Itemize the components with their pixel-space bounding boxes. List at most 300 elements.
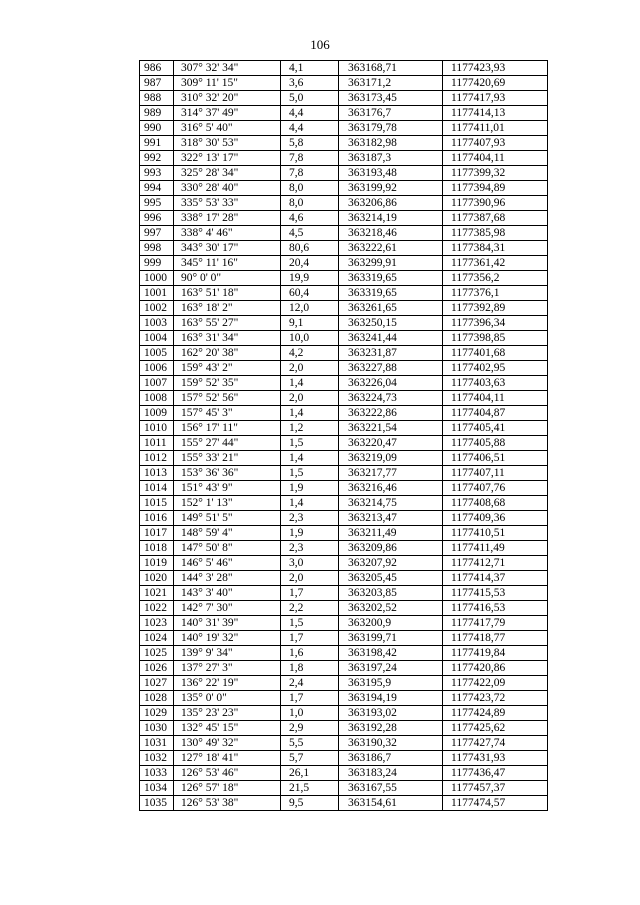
table-row [140, 571, 548, 586]
x-coordinate-cell: 363220,47 [339, 436, 443, 451]
bearing-cell: 330° 28' 40" [174, 181, 281, 196]
y-coordinate-cell: 1177407,11 [443, 466, 548, 481]
y-coordinate-cell: 1177411,49 [443, 541, 548, 556]
bearing-cell: 136° 22' 19" [174, 676, 281, 691]
y-coordinate-cell: 1177422,09 [443, 676, 548, 691]
distance-cell: 1,9 [281, 481, 339, 496]
x-coordinate-cell: 363319,65 [339, 271, 443, 286]
point-number-cell: 987 [140, 76, 174, 91]
point-number-cell: 1026 [140, 661, 174, 676]
bearing-cell: 126° 57' 18" [174, 781, 281, 796]
distance-cell: 1,0 [281, 706, 339, 721]
distance-cell: 3,0 [281, 556, 339, 571]
table-row [140, 721, 548, 736]
distance-cell: 4,2 [281, 346, 339, 361]
distance-cell: 1,5 [281, 436, 339, 451]
bearing-cell: 155° 33' 21" [174, 451, 281, 466]
table-row [140, 586, 548, 601]
distance-cell: 1,6 [281, 646, 339, 661]
point-number-cell: 1034 [140, 781, 174, 796]
point-number-cell: 998 [140, 241, 174, 256]
x-coordinate-cell: 363224,73 [339, 391, 443, 406]
point-number-cell: 1004 [140, 331, 174, 346]
bearing-cell: 157° 45' 3" [174, 406, 281, 421]
x-coordinate-cell: 363241,44 [339, 331, 443, 346]
distance-cell: 1,7 [281, 586, 339, 601]
bearing-cell: 130° 49' 32" [174, 736, 281, 751]
point-number-cell: 1001 [140, 286, 174, 301]
bearing-cell: 335° 53' 33" [174, 196, 281, 211]
table-body [140, 61, 548, 811]
x-coordinate-cell: 363218,46 [339, 226, 443, 241]
distance-cell: 4,4 [281, 121, 339, 136]
point-number-cell: 992 [140, 151, 174, 166]
y-coordinate-cell: 1177411,01 [443, 121, 548, 136]
y-coordinate-cell: 1177399,32 [443, 166, 548, 181]
y-coordinate-cell: 1177384,31 [443, 241, 548, 256]
point-number-cell: 1019 [140, 556, 174, 571]
x-coordinate-cell: 363209,86 [339, 541, 443, 556]
x-coordinate-cell: 363222,86 [339, 406, 443, 421]
bearing-cell: 90° 0' 0" [174, 271, 281, 286]
page-number: 106 [310, 37, 330, 52]
bearing-cell: 325° 28' 34" [174, 166, 281, 181]
bearing-cell: 163° 55' 27" [174, 316, 281, 331]
x-coordinate-cell: 363176,7 [339, 106, 443, 121]
x-coordinate-cell: 363190,32 [339, 736, 443, 751]
table-row [140, 121, 548, 136]
point-number-cell: 1023 [140, 616, 174, 631]
point-number-cell: 990 [140, 121, 174, 136]
y-coordinate-cell: 1177396,34 [443, 316, 548, 331]
table-row [140, 106, 548, 121]
x-coordinate-cell: 363168,71 [339, 61, 443, 76]
point-number-cell: 1022 [140, 601, 174, 616]
x-coordinate-cell: 363217,77 [339, 466, 443, 481]
x-coordinate-cell: 363195,9 [339, 676, 443, 691]
x-coordinate-cell: 363154,61 [339, 796, 443, 811]
bearing-cell: 147° 50' 8" [174, 541, 281, 556]
point-number-cell: 1028 [140, 691, 174, 706]
distance-cell: 4,4 [281, 106, 339, 121]
table-row [140, 241, 548, 256]
y-coordinate-cell: 1177408,68 [443, 496, 548, 511]
y-coordinate-cell: 1177385,98 [443, 226, 548, 241]
distance-cell: 2,3 [281, 541, 339, 556]
y-coordinate-cell: 1177420,69 [443, 76, 548, 91]
point-number-cell: 1031 [140, 736, 174, 751]
table-row [140, 736, 548, 751]
y-coordinate-cell: 1177404,11 [443, 391, 548, 406]
table-row [140, 136, 548, 151]
bearing-cell: 157° 52' 56" [174, 391, 281, 406]
y-coordinate-cell: 1177361,42 [443, 256, 548, 271]
distance-cell: 5,8 [281, 136, 339, 151]
table-row [140, 361, 548, 376]
x-coordinate-cell: 363216,46 [339, 481, 443, 496]
table-row [140, 391, 548, 406]
y-coordinate-cell: 1177420,86 [443, 661, 548, 676]
table-row [140, 676, 548, 691]
y-coordinate-cell: 1177415,53 [443, 586, 548, 601]
distance-cell: 19,9 [281, 271, 339, 286]
distance-cell: 1,5 [281, 466, 339, 481]
x-coordinate-cell: 363214,19 [339, 211, 443, 226]
x-coordinate-cell: 363192,28 [339, 721, 443, 736]
table-row [140, 331, 548, 346]
y-coordinate-cell: 1177409,36 [443, 511, 548, 526]
table-row [140, 511, 548, 526]
point-number-cell: 989 [140, 106, 174, 121]
table-row [140, 481, 548, 496]
x-coordinate-cell: 363214,75 [339, 496, 443, 511]
x-coordinate-cell: 363171,2 [339, 76, 443, 91]
point-number-cell: 1016 [140, 511, 174, 526]
distance-cell: 1,4 [281, 376, 339, 391]
point-number-cell: 1012 [140, 451, 174, 466]
x-coordinate-cell: 363194,19 [339, 691, 443, 706]
point-number-cell: 1015 [140, 496, 174, 511]
bearing-cell: 135° 0' 0" [174, 691, 281, 706]
y-coordinate-cell: 1177403,63 [443, 376, 548, 391]
point-number-cell: 1010 [140, 421, 174, 436]
y-coordinate-cell: 1177406,51 [443, 451, 548, 466]
point-number-cell: 1033 [140, 766, 174, 781]
bearing-cell: 163° 18' 2" [174, 301, 281, 316]
point-number-cell: 1035 [140, 796, 174, 811]
point-number-cell: 1030 [140, 721, 174, 736]
table-row [140, 151, 548, 166]
table-row [140, 271, 548, 286]
point-number-cell: 1011 [140, 436, 174, 451]
x-coordinate-cell: 363319,65 [339, 286, 443, 301]
table-row [140, 166, 548, 181]
point-number-cell: 1003 [140, 316, 174, 331]
bearing-cell: 314° 37' 49" [174, 106, 281, 121]
coordinates-table [139, 60, 548, 811]
x-coordinate-cell: 363213,47 [339, 511, 443, 526]
y-coordinate-cell: 1177394,89 [443, 181, 548, 196]
x-coordinate-cell: 363250,15 [339, 316, 443, 331]
distance-cell: 1,4 [281, 406, 339, 421]
bearing-cell: 345° 11' 16" [174, 256, 281, 271]
y-coordinate-cell: 1177423,72 [443, 691, 548, 706]
y-coordinate-cell: 1177356,2 [443, 271, 548, 286]
y-coordinate-cell: 1177427,74 [443, 736, 548, 751]
point-number-cell: 1008 [140, 391, 174, 406]
bearing-cell: 338° 17' 28" [174, 211, 281, 226]
table-row [140, 646, 548, 661]
table-row [140, 91, 548, 106]
bearing-cell: 144° 3' 28" [174, 571, 281, 586]
x-coordinate-cell: 363173,45 [339, 91, 443, 106]
table-row [140, 451, 548, 466]
table-row [140, 211, 548, 226]
y-coordinate-cell: 1177402,95 [443, 361, 548, 376]
distance-cell: 2,3 [281, 511, 339, 526]
table-row [140, 346, 548, 361]
point-number-cell: 1002 [140, 301, 174, 316]
distance-cell: 1,7 [281, 631, 339, 646]
bearing-cell: 149° 51' 5" [174, 511, 281, 526]
table-row [140, 796, 548, 811]
point-number-cell: 1009 [140, 406, 174, 421]
point-number-cell: 1024 [140, 631, 174, 646]
table-row [140, 601, 548, 616]
x-coordinate-cell: 363226,04 [339, 376, 443, 391]
point-number-cell: 1005 [140, 346, 174, 361]
x-coordinate-cell: 363199,92 [339, 181, 443, 196]
x-coordinate-cell: 363206,86 [339, 196, 443, 211]
bearing-cell: 132° 45' 15" [174, 721, 281, 736]
distance-cell: 26,1 [281, 766, 339, 781]
x-coordinate-cell: 363183,24 [339, 766, 443, 781]
table-row [140, 466, 548, 481]
y-coordinate-cell: 1177410,51 [443, 526, 548, 541]
bearing-cell: 316° 5' 40" [174, 121, 281, 136]
table-row [140, 616, 548, 631]
distance-cell: 4,6 [281, 211, 339, 226]
table-row [140, 661, 548, 676]
bearing-cell: 139° 9' 34" [174, 646, 281, 661]
bearing-cell: 126° 53' 38" [174, 796, 281, 811]
point-number-cell: 1020 [140, 571, 174, 586]
distance-cell: 2,0 [281, 391, 339, 406]
x-coordinate-cell: 363200,9 [339, 616, 443, 631]
bearing-cell: 127° 18' 41" [174, 751, 281, 766]
table-row [140, 526, 548, 541]
bearing-cell: 148° 59' 4" [174, 526, 281, 541]
distance-cell: 4,1 [281, 61, 339, 76]
distance-cell: 80,6 [281, 241, 339, 256]
bearing-cell: 307° 32' 34" [174, 61, 281, 76]
y-coordinate-cell: 1177405,41 [443, 421, 548, 436]
x-coordinate-cell: 363187,3 [339, 151, 443, 166]
y-coordinate-cell: 1177398,85 [443, 331, 548, 346]
y-coordinate-cell: 1177387,68 [443, 211, 548, 226]
table-row [140, 436, 548, 451]
table-row [140, 376, 548, 391]
distance-cell: 1,4 [281, 451, 339, 466]
bearing-cell: 142° 7' 30" [174, 601, 281, 616]
y-coordinate-cell: 1177414,13 [443, 106, 548, 121]
point-number-cell: 995 [140, 196, 174, 211]
y-coordinate-cell: 1177417,93 [443, 91, 548, 106]
y-coordinate-cell: 1177423,93 [443, 61, 548, 76]
table-row [140, 406, 548, 421]
point-number-cell: 988 [140, 91, 174, 106]
table-row [140, 781, 548, 796]
point-number-cell: 994 [140, 181, 174, 196]
point-number-cell: 1000 [140, 271, 174, 286]
table-row [140, 301, 548, 316]
point-number-cell: 1013 [140, 466, 174, 481]
bearing-cell: 140° 19' 32" [174, 631, 281, 646]
point-number-cell: 993 [140, 166, 174, 181]
x-coordinate-cell: 363199,71 [339, 631, 443, 646]
y-coordinate-cell: 1177401,68 [443, 346, 548, 361]
x-coordinate-cell: 363202,52 [339, 601, 443, 616]
y-coordinate-cell: 1177404,11 [443, 151, 548, 166]
distance-cell: 10,0 [281, 331, 339, 346]
table-row [140, 496, 548, 511]
y-coordinate-cell: 1177414,37 [443, 571, 548, 586]
point-number-cell: 1021 [140, 586, 174, 601]
bearing-cell: 143° 3' 40" [174, 586, 281, 601]
x-coordinate-cell: 363193,48 [339, 166, 443, 181]
bearing-cell: 137° 27' 3" [174, 661, 281, 676]
distance-cell: 8,0 [281, 181, 339, 196]
x-coordinate-cell: 363299,91 [339, 256, 443, 271]
x-coordinate-cell: 363203,85 [339, 586, 443, 601]
point-number-cell: 996 [140, 211, 174, 226]
point-number-cell: 1029 [140, 706, 174, 721]
distance-cell: 12,0 [281, 301, 339, 316]
y-coordinate-cell: 1177457,37 [443, 781, 548, 796]
bearing-cell: 152° 1' 13" [174, 496, 281, 511]
bearing-cell: 162° 20' 38" [174, 346, 281, 361]
table-row [140, 256, 548, 271]
y-coordinate-cell: 1177417,79 [443, 616, 548, 631]
y-coordinate-cell: 1177412,71 [443, 556, 548, 571]
y-coordinate-cell: 1177431,93 [443, 751, 548, 766]
bearing-cell: 155° 27' 44" [174, 436, 281, 451]
distance-cell: 8,0 [281, 196, 339, 211]
distance-cell: 1,8 [281, 661, 339, 676]
distance-cell: 4,5 [281, 226, 339, 241]
point-number-cell: 997 [140, 226, 174, 241]
table-row [140, 316, 548, 331]
distance-cell: 2,0 [281, 571, 339, 586]
point-number-cell: 999 [140, 256, 174, 271]
distance-cell: 2,9 [281, 721, 339, 736]
bearing-cell: 163° 31' 34" [174, 331, 281, 346]
bearing-cell: 338° 4' 46" [174, 226, 281, 241]
point-number-cell: 1032 [140, 751, 174, 766]
point-number-cell: 1025 [140, 646, 174, 661]
bearing-cell: 140° 31' 39" [174, 616, 281, 631]
distance-cell: 9,1 [281, 316, 339, 331]
distance-cell: 9,5 [281, 796, 339, 811]
point-number-cell: 1018 [140, 541, 174, 556]
x-coordinate-cell: 363227,88 [339, 361, 443, 376]
distance-cell: 1,5 [281, 616, 339, 631]
distance-cell: 60,4 [281, 286, 339, 301]
distance-cell: 1,4 [281, 496, 339, 511]
table-row [140, 196, 548, 211]
x-coordinate-cell: 363197,24 [339, 661, 443, 676]
bearing-cell: 156° 17' 11" [174, 421, 281, 436]
x-coordinate-cell: 363261,65 [339, 301, 443, 316]
y-coordinate-cell: 1177474,57 [443, 796, 548, 811]
point-number-cell: 1017 [140, 526, 174, 541]
distance-cell: 21,5 [281, 781, 339, 796]
bearing-cell: 309° 11' 15" [174, 76, 281, 91]
table-row [140, 751, 548, 766]
table-row [140, 691, 548, 706]
y-coordinate-cell: 1177392,89 [443, 301, 548, 316]
distance-cell: 5,5 [281, 736, 339, 751]
x-coordinate-cell: 363211,49 [339, 526, 443, 541]
point-number-cell: 1006 [140, 361, 174, 376]
bearing-cell: 159° 43' 2" [174, 361, 281, 376]
bearing-cell: 126° 53' 46" [174, 766, 281, 781]
x-coordinate-cell: 363219,09 [339, 451, 443, 466]
distance-cell: 1,7 [281, 691, 339, 706]
y-coordinate-cell: 1177418,77 [443, 631, 548, 646]
x-coordinate-cell: 363179,78 [339, 121, 443, 136]
distance-cell: 2,0 [281, 361, 339, 376]
y-coordinate-cell: 1177405,88 [443, 436, 548, 451]
bearing-cell: 153° 36' 36" [174, 466, 281, 481]
y-coordinate-cell: 1177424,89 [443, 706, 548, 721]
x-coordinate-cell: 363221,54 [339, 421, 443, 436]
x-coordinate-cell: 363222,61 [339, 241, 443, 256]
distance-cell: 2,2 [281, 601, 339, 616]
table-row [140, 286, 548, 301]
distance-cell: 1,2 [281, 421, 339, 436]
x-coordinate-cell: 363205,45 [339, 571, 443, 586]
point-number-cell: 986 [140, 61, 174, 76]
y-coordinate-cell: 1177425,62 [443, 721, 548, 736]
bearing-cell: 135° 23' 23" [174, 706, 281, 721]
y-coordinate-cell: 1177404,87 [443, 406, 548, 421]
y-coordinate-cell: 1177436,47 [443, 766, 548, 781]
table-row [140, 766, 548, 781]
bearing-cell: 322° 13' 17" [174, 151, 281, 166]
y-coordinate-cell: 1177376,1 [443, 286, 548, 301]
x-coordinate-cell: 363231,87 [339, 346, 443, 361]
y-coordinate-cell: 1177407,93 [443, 136, 548, 151]
point-number-cell: 991 [140, 136, 174, 151]
table-row [140, 706, 548, 721]
distance-cell: 7,8 [281, 151, 339, 166]
table-row [140, 61, 548, 76]
distance-cell: 7,8 [281, 166, 339, 181]
x-coordinate-cell: 363186,7 [339, 751, 443, 766]
bearing-cell: 151° 43' 9" [174, 481, 281, 496]
x-coordinate-cell: 363167,55 [339, 781, 443, 796]
distance-cell: 5,7 [281, 751, 339, 766]
x-coordinate-cell: 363193,02 [339, 706, 443, 721]
point-number-cell: 1027 [140, 676, 174, 691]
distance-cell: 2,4 [281, 676, 339, 691]
y-coordinate-cell: 1177419,84 [443, 646, 548, 661]
y-coordinate-cell: 1177390,96 [443, 196, 548, 211]
table-row [140, 226, 548, 241]
x-coordinate-cell: 363198,42 [339, 646, 443, 661]
distance-cell: 20,4 [281, 256, 339, 271]
distance-cell: 3,6 [281, 76, 339, 91]
table-row [140, 421, 548, 436]
bearing-cell: 163° 51' 18" [174, 286, 281, 301]
bearing-cell: 146° 5' 46" [174, 556, 281, 571]
y-coordinate-cell: 1177416,53 [443, 601, 548, 616]
point-number-cell: 1014 [140, 481, 174, 496]
distance-cell: 5,0 [281, 91, 339, 106]
bearing-cell: 318° 30' 53" [174, 136, 281, 151]
bearing-cell: 159° 52' 35" [174, 376, 281, 391]
x-coordinate-cell: 363207,92 [339, 556, 443, 571]
y-coordinate-cell: 1177407,76 [443, 481, 548, 496]
bearing-cell: 343° 30' 17" [174, 241, 281, 256]
table-row [140, 541, 548, 556]
table-row [140, 631, 548, 646]
table-row [140, 556, 548, 571]
x-coordinate-cell: 363182,98 [339, 136, 443, 151]
distance-cell: 1,9 [281, 526, 339, 541]
bearing-cell: 310° 32' 20" [174, 91, 281, 106]
